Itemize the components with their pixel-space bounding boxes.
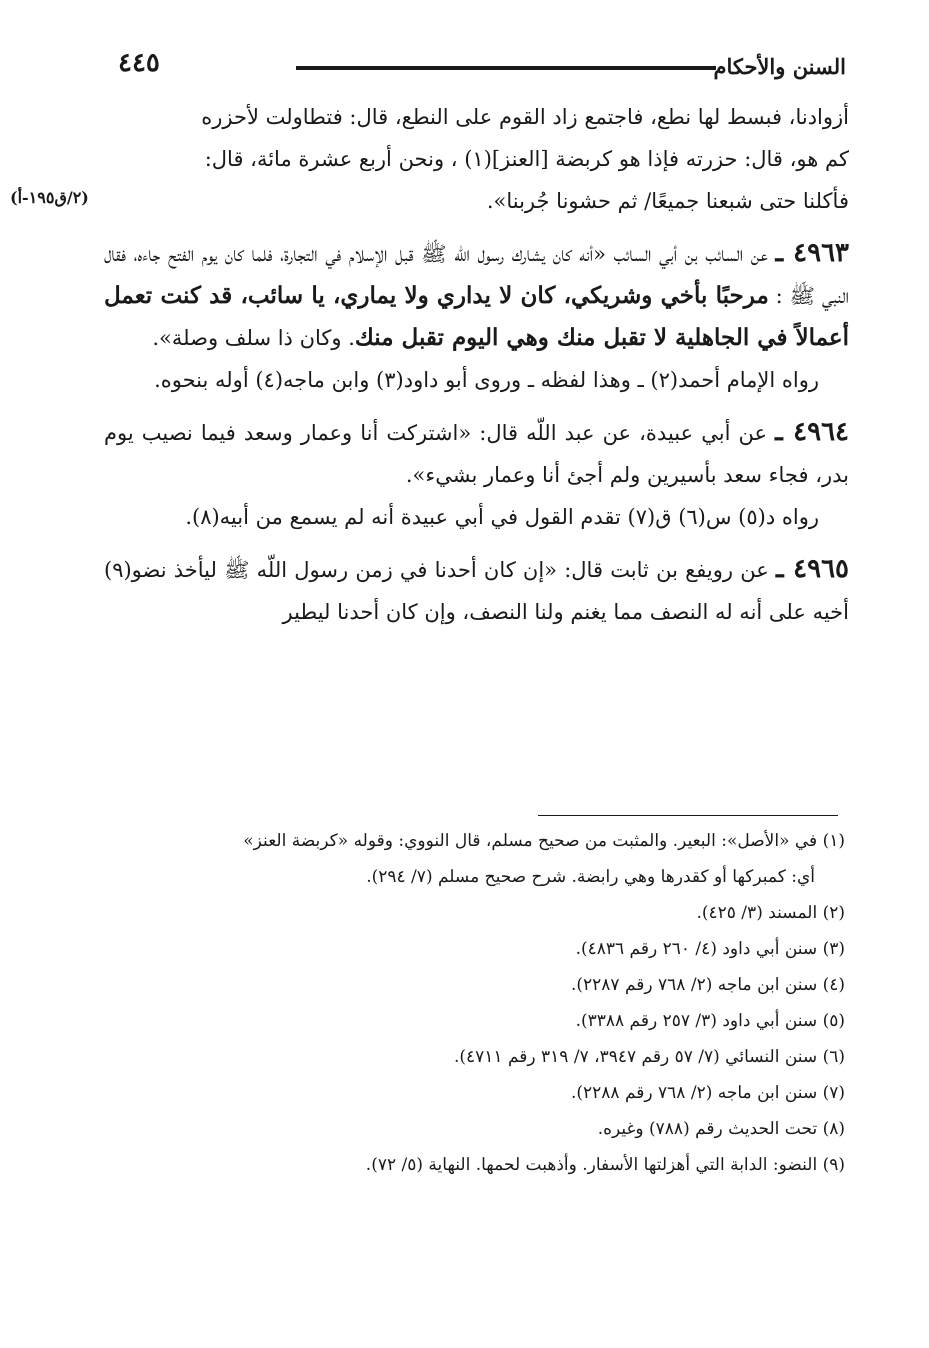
continuation-line: أزوادنا، فبسط لها نطع، فاجتمع زاد القوم على النطع، قال: فتطاولت لأحزره: [201, 105, 849, 129]
footnote: (٥) سنن أبي داود (٣/ ٢٥٧ رقم ٣٣٨٨).: [575, 1011, 845, 1031]
page-number: ٤٤٥: [118, 48, 160, 78]
hadith-outro: . وكان ذا سلف وصلة».: [152, 326, 355, 350]
continuation-line: كم هو، قال: حزرته فإذا هو كربضة [العنز](١) ، ونحن أربع عشرة مائة، قال:: [204, 147, 849, 171]
hadith-text: عن أبي عبيدة، عن عبد اللّه قال: «اشتركت أنا وعمار وسعد فيما نصيب يوم بدر، فجاء سعد بأسيرين ولم أجئ أنا وعمار بشيء».: [104, 421, 849, 487]
footnote: (٢) المسند (٣/ ٤٢٥).: [696, 903, 845, 923]
manuscript-margin-note: (٢/ق١٩٥-أ): [10, 188, 89, 207]
footnote-separator: [538, 815, 838, 816]
footnotes: [120, 823, 845, 1183]
hadith-bold-text: مرحبًا بأخي وشريكي، كان لا يداري ولا يماري، يا سائب، قد كنت تعمل أعمالاً في الجاهلية لا تقبل منك وهي اليوم تقبل منك: [104, 282, 849, 351]
footnote: (٧) سنن ابن ماجه (٢/ ٧٦٨ رقم ٢٢٨٨).: [570, 1083, 845, 1103]
hadith-text: عن رويفع بن ثابت قال: «إن كان أحدنا في زمن رسول اللّه ﷺ ليأخذ نضو(٩) أخيه على أنه له النصف مما يغنم ولنا النصف، وإن كان أحدنا ليطير: [104, 558, 849, 624]
footnote: (٣) سنن أبي داود (٤/ ٢٦٠ رقم ٤٨٣٦).: [575, 939, 845, 959]
hadith-4965: [104, 548, 849, 633]
footnote: (١) في «الأصل»: البعير. والمثبت من صحيح مسلم، قال النووي: وقوله «كربضة العنز»: [243, 831, 845, 851]
hadith-4963: [104, 232, 849, 359]
hadith-number: ٤٩٦٤ ـ: [775, 417, 850, 447]
main-text: [104, 96, 849, 633]
riwaya-4964: رواه د(٥) س(٦) ق(٧) تقدم القول في أبي عبيدة أنه لم يسمع من أبيه(٨).: [185, 505, 819, 529]
footnote: (٦) سنن النسائي (٧/ ٥٧ رقم ٣٩٤٧، ٧/ ٣١٩ رقم ٤٧١١).: [453, 1047, 845, 1067]
hadith-number: ٤٩٦٥ ـ: [775, 554, 849, 584]
footnote: (٨) تحت الحديث رقم (٧٨٨) وغيره.: [597, 1119, 845, 1139]
header-rule: [296, 66, 716, 70]
running-title: السنن والأحكام: [713, 54, 846, 79]
footnote: (٤) سنن ابن ماجه (٢/ ٧٦٨ رقم ٢٢٨٧).: [570, 975, 845, 995]
continuation-line: فأكلنا حتى شبعنا جميعًا/ ثم حشونا جُربنا».: [486, 189, 849, 213]
page-header: [118, 48, 846, 88]
footnote: أي: كمبركها أو كقدرها وهي رابضة. شرح صحيح مسلم (٧/ ٢٩٤).: [366, 867, 815, 887]
hadith-number: ٤٩٦٣ ـ: [775, 238, 850, 268]
hadith-intro: عن السائب بن أبي السائب «أنه كان يشارك رسول اللّه ﷺ قبل الإسلام في التجارة، فلما كان يوم الفتح جاءه، فقال النبي ﷺ :: [104, 242, 849, 308]
riwaya-4963: رواه الإمام أحمد(٢) ـ وهذا لفظه ـ وروى أبو داود(٣) وابن ماجه(٤) أوله بنحوه.: [154, 368, 819, 392]
footnote: (٩) النضو: الدابة التي أهزلتها الأسفار. وأذهبت لحمها. النهاية (٥/ ٧٢).: [365, 1155, 845, 1175]
hadith-4964: [104, 411, 849, 496]
